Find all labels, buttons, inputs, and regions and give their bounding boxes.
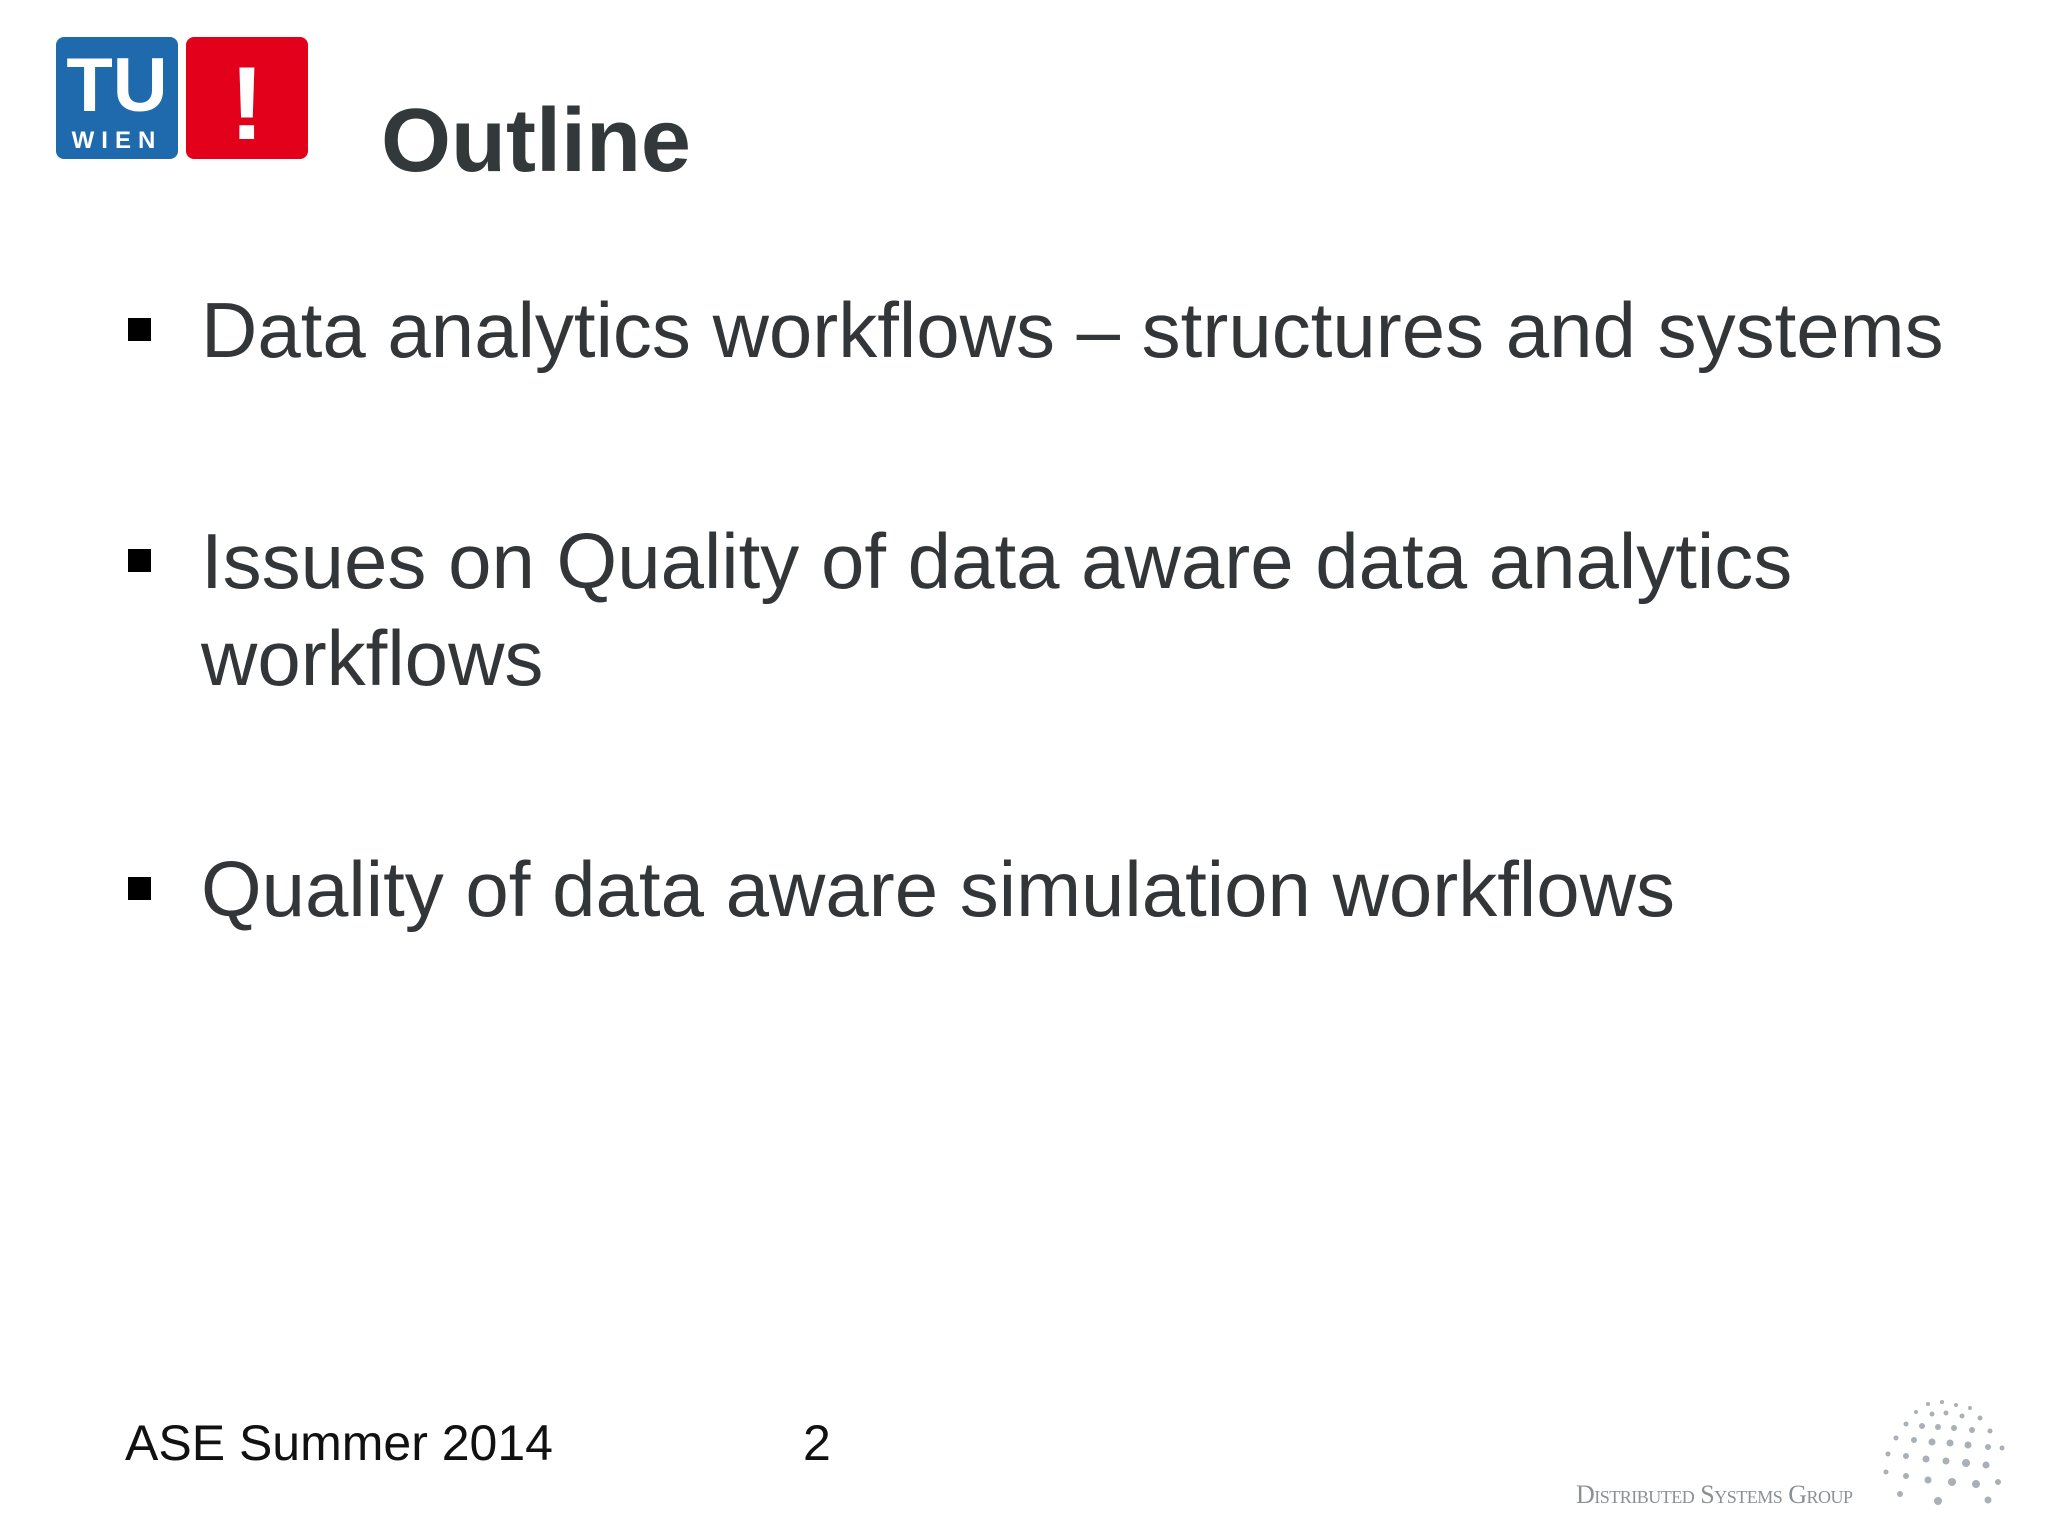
bullet-text: Quality of data aware simulation workflows xyxy=(201,845,1675,933)
tu-wien-logo xyxy=(56,37,308,159)
bullet-text: Issues on Quality of data aware data analytics workflows xyxy=(201,517,1793,702)
bullet-item xyxy=(128,282,1948,379)
bullet-item xyxy=(128,513,1948,707)
tu-wien-logo-text-top: TU xyxy=(66,43,168,128)
distributed-systems-group-label: Distributed Systems Group xyxy=(1576,1480,1853,1509)
square-bullet-icon xyxy=(128,549,151,572)
square-bullet-icon xyxy=(128,318,151,341)
bullet-list xyxy=(128,282,1948,938)
bullet-item xyxy=(128,841,1948,938)
bullet-text: Data analytics workflows – structures and systems xyxy=(201,286,1944,374)
page-number: 2 xyxy=(803,1415,831,1471)
tu-wien-logo-mark: ! xyxy=(229,46,265,159)
tu-wien-logo-text-bottom: WIEN xyxy=(71,127,163,154)
dot-swirl-icon xyxy=(1876,1398,2008,1508)
square-bullet-icon xyxy=(128,877,151,900)
footer-course: ASE Summer 2014 xyxy=(125,1415,553,1471)
slide-title: Outline xyxy=(381,91,691,191)
